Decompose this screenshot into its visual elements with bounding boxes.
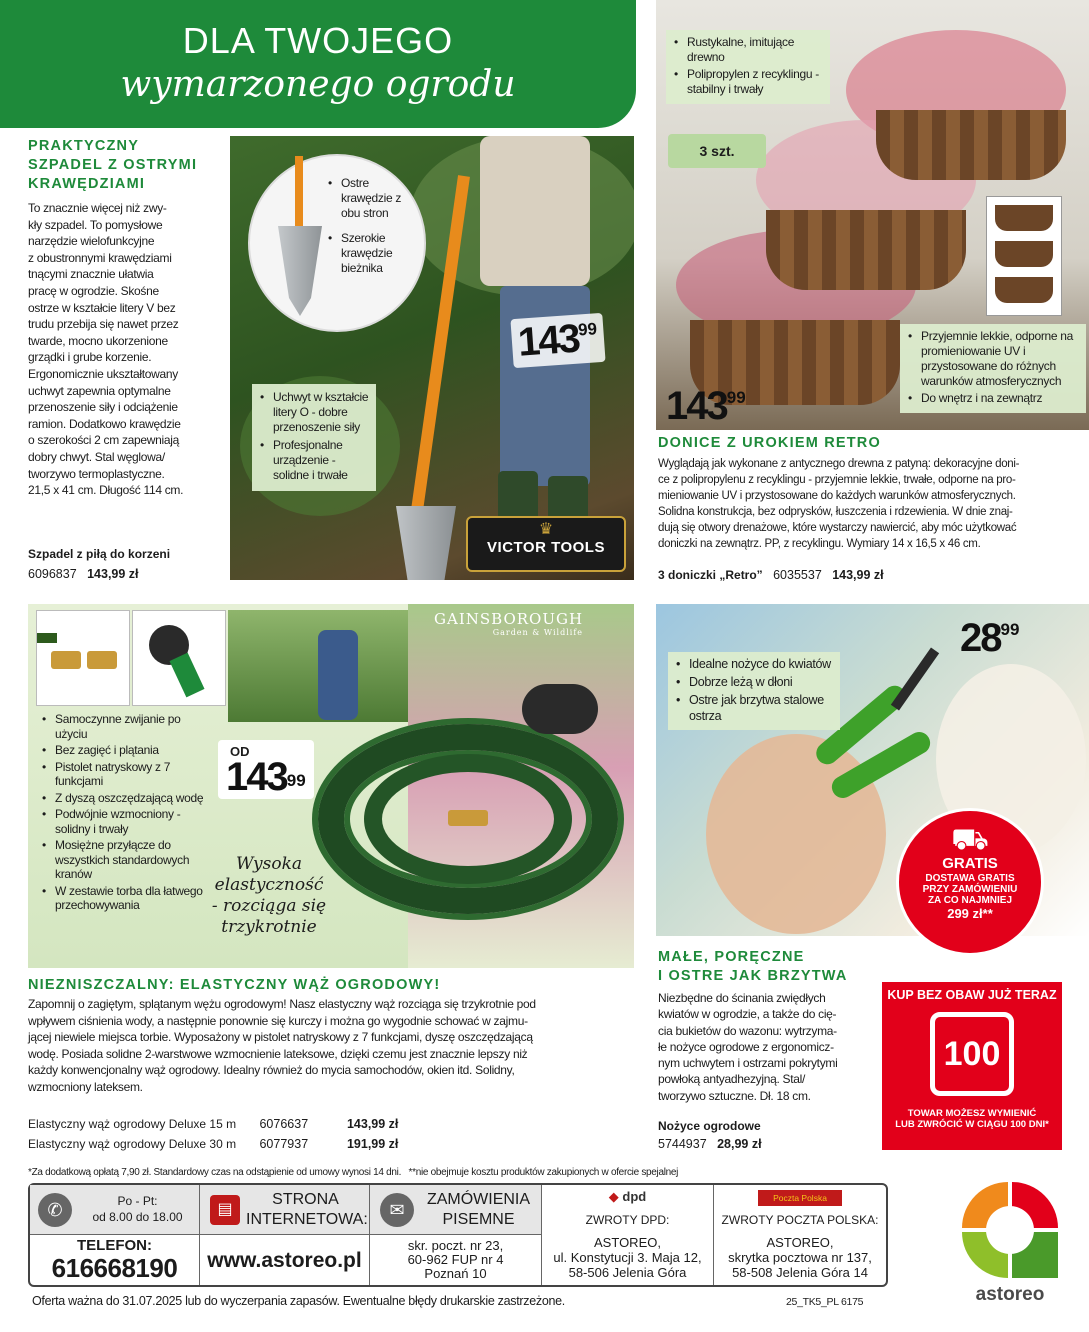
shears-blade: [891, 647, 939, 710]
bullet-item: • W zestawie torba dla łatwego przechowywania: [42, 884, 214, 913]
shears-price-text: 28,99 zł: [717, 1137, 762, 1151]
spade-description-line: To znacznie więcej niż zwy-: [28, 201, 167, 215]
shears-product-name: Nożyce ogrodowe: [658, 1119, 761, 1133]
spade-description-line: Ergonomicznie ukształtowany: [28, 366, 178, 381]
guarantee-line: LUB ZWRÓCIĆ W CIĄGU 100 DNI*: [895, 1119, 1049, 1130]
banner-subtitle: wymarzonego ogrodu: [120, 64, 516, 105]
connector-thumbnail: [36, 610, 130, 706]
dpd-logo: ◆ dpd: [608, 1189, 647, 1204]
footer-dpd: [542, 1185, 714, 1285]
post-address-line: skrytka pocztowa nr 137,: [728, 1250, 872, 1265]
price-main: 143: [666, 384, 727, 428]
bullet-item: • Do wnętrz i na zewnątrz: [908, 391, 1082, 406]
bullet-item: • Rustykalne, imitujące drewno: [674, 35, 824, 65]
spade-description-line: kły szpadel. To pomysłowe: [28, 217, 163, 232]
gratis-line: PRZY ZAMÓWIENIU: [922, 884, 1018, 895]
spade-bullets-top: [328, 176, 418, 278]
bullet-item: • Profesjonalne urządzenie - solidne i trwałe: [260, 438, 370, 483]
planters-price-tag: [666, 384, 746, 429]
shears-description-line: cia bukietów do wazonu: wytrzyma-: [658, 1023, 837, 1038]
spade-price-tag: [510, 313, 605, 368]
phone-number[interactable]: 616668190: [51, 1253, 178, 1283]
poczta-polska-logo: [758, 1190, 842, 1206]
slogan-line: - rozciąga się: [211, 896, 327, 916]
web-label: STRONA: [272, 1191, 339, 1208]
person-shirt: [480, 136, 590, 286]
shears-description-line: powłoką antyadhezyjną. Stal/: [658, 1072, 806, 1087]
dpd-address-line: 58-506 Jelenia Góra: [568, 1265, 687, 1280]
brand-subtitle: Garden & Wildlife: [492, 628, 584, 637]
hose-usage-photo: [228, 610, 408, 722]
shears-sku: 5744937: [658, 1137, 707, 1151]
price-prefix: OD: [230, 744, 250, 759]
phone-label: TELEFON:: [77, 1237, 152, 1254]
shears-heading-line: I OSTRE JAK BRZYTWA: [658, 968, 848, 984]
web-label: INTERNETOWA:: [246, 1211, 368, 1228]
dpd-address-line: ASTOREO,: [594, 1235, 661, 1250]
detail-handle: [295, 156, 303, 236]
shears-description-line: łe nożyce ogrodowe z ergonomicz-: [658, 1039, 834, 1054]
shears-description-line: tworzywo sztuczne. Dł. 18 cm.: [658, 1088, 811, 1103]
planters-thumbnail: [986, 196, 1062, 316]
gratis-title: GRATIS: [942, 855, 998, 872]
shears-heading: [658, 948, 848, 986]
bullet-item: • Mosiężne przyłącze do wszystkich standardowych kranów: [42, 838, 214, 882]
spade-heading: [28, 137, 228, 194]
spade-price-text: 143,99 zł: [87, 567, 139, 581]
hose-heading: NIEZNISZCZALNY: ELASTYCZNY WĄŻ OGRODOWY!: [28, 977, 441, 993]
planter-box: [876, 110, 1066, 180]
bullet-item: • Ostre jak brzytwa stalowe ostrza: [676, 692, 836, 724]
bullet-item: • Uchwyt w kształcie litery O - dobre przenoszenie siły: [260, 390, 370, 435]
planter-box: [766, 210, 966, 290]
bullet-item: • Pistolet natryskowy z 7 funkcjami: [42, 760, 214, 789]
post-label: ZWROTY POCZTA POLSKA:: [721, 1213, 879, 1227]
planters-product-name: 3 doniczki „Retro”: [658, 568, 763, 582]
brand-name: GAINSBOROUGH: [434, 610, 584, 628]
brand-name: VICTOR TOOLS: [487, 539, 605, 556]
hose-slogan: [204, 854, 334, 938]
return-arrows-icon: [930, 1012, 1014, 1096]
price-cents: 99: [577, 319, 598, 340]
crown-icon: ♛: [538, 521, 554, 538]
post-logo-text: Poczta Polska: [773, 1193, 827, 1203]
price-cents: 99: [726, 388, 746, 407]
slogan-line: Wysoka: [235, 854, 303, 874]
hose-photo: [28, 604, 634, 968]
bullet-item: • Ostre krawędzie z obu stron: [328, 176, 418, 221]
spade-blade: [396, 506, 456, 580]
hose-price-tag: [218, 740, 314, 799]
spade-sku: 6096837: [28, 567, 77, 581]
spade-product-name: Szpadel z piłą do korzeni: [28, 547, 171, 561]
spade-description-line: grządki i grube korzenie.: [28, 350, 152, 365]
contact-footer: [28, 1183, 888, 1287]
footer-web-top: [200, 1185, 369, 1235]
bullet-item: • Polipropylen z recyklingu - stabilny i trwały: [674, 67, 824, 97]
planters-sku-line: [658, 567, 884, 584]
mail-label: ZAMÓWIENIA: [426, 1191, 531, 1208]
planters-description-line: mieniowanie UV i przystosowane do każdych warunków atmosferycznych.: [658, 490, 1016, 502]
bullet-item: • Podwójnie wzmocniony - solidny i trwały: [42, 807, 214, 836]
astoreo-wordmark: astoreo: [975, 1284, 1045, 1305]
detail-blade: [278, 226, 322, 316]
slogan-line: elastyczność: [214, 875, 324, 895]
mail-address-line: 60-962 FUP nr 4: [407, 1252, 504, 1267]
hose-description-line: każdy konwencjonalny wąż ogrodowy. Idealny również do mycia samochodów, okien itd. Solidny,: [28, 1063, 515, 1078]
shears-description: [658, 990, 872, 1104]
variant-price: 143,99 zł: [346, 1117, 399, 1131]
spade-photo: [230, 136, 634, 580]
price-main: 143: [226, 755, 287, 799]
bullet-item: • Idealne nożyce do kwiatów: [676, 656, 836, 672]
astoreo-logo: [960, 1180, 1060, 1280]
page-code: 25_TK5_PL 6175: [786, 1296, 864, 1308]
spade-description-line: tworzywo termoplastyczne.: [28, 466, 165, 481]
spade-description-line: trudu przebija się nawet przez: [28, 317, 179, 332]
banner-title: DLA TWOJEGO: [182, 20, 454, 61]
planters-description: [658, 456, 1088, 552]
spade-description-line: tnącymi znacznie ułatwia: [28, 267, 154, 282]
shears-sku-line: [658, 1136, 762, 1153]
hose-connector: [448, 810, 488, 826]
planters-bullets-bottom: [900, 324, 1086, 413]
hose-description-line: Zapomnij o zagiętym, splątanym wężu ogrodowym! Nasz elastyczny wąż rozciąga się trzykrotnie pod: [28, 997, 536, 1011]
gratis-line: DOSTAWA GRATIS: [925, 873, 1015, 884]
spade-description-line: narzędzie wielofunkcyjne: [28, 234, 155, 249]
shears-heading-line: MAŁE, PORĘCZNE: [658, 949, 805, 965]
footer-phone-top: [30, 1185, 199, 1235]
spade-bullets-bottom: [252, 384, 376, 491]
spade-sku-line: [28, 566, 139, 583]
hose-bullets: [34, 708, 218, 919]
envelope-icon: ✉: [380, 1193, 414, 1227]
planters-sku: 6035537: [773, 568, 822, 582]
shears-price-tag: [960, 616, 1019, 661]
sprayer-thumbnail: [132, 610, 226, 706]
bullet-item: • Bez zagięć i plątania: [42, 743, 214, 758]
dpd-label: ZWROTY DPD:: [585, 1213, 670, 1227]
spade-heading-line: KRAWĘDZIAMI: [28, 176, 146, 192]
post-address-line: ASTOREO,: [766, 1235, 834, 1250]
planters-description-line: doniczki na zewnątrz. PP, z recyklingu. Wymiary 14 x 16,5 x 46 cm.: [658, 538, 981, 550]
guarantee-title: KUP BEZ OBAW JUŻ TERAZ: [887, 988, 1057, 1002]
bullet-item: • Szerokie krawędzie bieżnika: [328, 231, 418, 276]
hose-variant-row: [28, 1116, 428, 1133]
price-cents: 99: [1000, 620, 1020, 639]
planters-bullets-top: [666, 30, 830, 104]
shears-description-line: kwiatów w ogrodzie, a także do cię-: [658, 1007, 837, 1022]
footer-phone: [30, 1185, 200, 1285]
price-cents: 99: [286, 771, 306, 790]
truck-icon: ⛟: [951, 823, 989, 856]
planters-heading: DONICE Z UROKIEM RETRO: [658, 435, 881, 451]
hose-variant-row: [28, 1136, 428, 1153]
spade-description-line: z obustronnymi krawędziami: [28, 250, 172, 265]
bullet-item: • Z dyszą oszczędzającą wodę: [42, 791, 214, 806]
spade-description-line: uchwyt zapewnia optymalne: [28, 383, 171, 398]
spade-description-line: przenoszenie siły i odciążenie: [28, 400, 178, 415]
slogan-line: trzykrotnie: [221, 917, 317, 937]
validity-note: Oferta ważna do 31.07.2025 lub do wyczerpania zapasów. Ewentualne błędy drukarskie zastrzeżone.: [32, 1294, 565, 1308]
spade-description-line: pracę w ogrodzie. Skośne: [28, 283, 159, 298]
planters-description-line: Solidna konstrukcja, bez odprysków, łuszczenia i rdzewienia. W dnie znaj-: [658, 506, 1013, 518]
mail-address-line: Poznań 10: [424, 1266, 487, 1281]
hose-description: [28, 996, 638, 1096]
spade-description-line: o szerokości 2 cm zapewniają: [28, 433, 180, 448]
hose-description-line: jącej niewiele miejsca torbie. Wyposażony w pistolet natryskowy z 7 funkcjami, dyszę oszczędzającą: [28, 1030, 533, 1045]
planters-description-line: Wyglądają jak wykonane z antycznego drewna z patyną: dekoracyjne doni-: [658, 458, 1020, 470]
planters-description-line: dują się otwory drenażowe, które wystarczy nawiercić, aby móc użytkować: [658, 522, 1017, 534]
bullet-item: • Samoczynne zwijanie po użyciu: [42, 712, 214, 741]
free-delivery-badge: [896, 808, 1044, 956]
gratis-amount: 299 zł**: [947, 906, 993, 921]
post-address-line: 58-508 Jelenia Góra 14: [732, 1265, 868, 1280]
mail-label: PISEMNE: [442, 1211, 515, 1228]
disclaimer: *Za dodatkową opłatą 7,90 zł. Standardowy czas na odstąpienie od umowy wynosi 14 dni. **nie obejmuje kosztu produktów zakupionych w ofercie spejalnej: [28, 1167, 679, 1178]
victor-tools-logo: [466, 516, 626, 572]
price-main: 143: [516, 316, 581, 365]
guarantee-badge: [882, 982, 1062, 1150]
header-banner: [0, 0, 636, 128]
variant-name: Elastyczny wąż ogrodowy Deluxe 30 m: [28, 1137, 237, 1151]
variant-price: 191,99 zł: [346, 1137, 399, 1151]
footer-mail: [370, 1185, 542, 1285]
planters-price-text: 143,99 zł: [832, 568, 884, 582]
shop-icon: ▤: [210, 1195, 240, 1225]
shears-bullets: [668, 652, 840, 730]
price-main: 28: [960, 616, 1001, 660]
variant-name: Elastyczny wąż ogrodowy Deluxe 15 m: [28, 1117, 237, 1131]
hose-description-line: wodę. Posiada solidne 2-warstwowe wzmocnienie lateksowe, dzięki czemu jest znacznie lepszy niż: [28, 1046, 528, 1061]
phone-hours: Po - Pt:: [117, 1194, 158, 1208]
footer-mail-top: [370, 1185, 541, 1235]
variant-sku: 6077937: [259, 1137, 309, 1151]
phone-hours: od 8.00 do 18.00: [92, 1210, 183, 1224]
spade-description-line: twarde, mocno ukorzenione: [28, 333, 168, 348]
shears-description-line: Niezbędne do ścinania zwiędłych: [658, 991, 826, 1005]
bullet-item: • Przyjemnie lekkie, odporne na promieniowanie UV i przystosowane do różnych warunków atmosferycznych: [908, 329, 1082, 389]
dpd-address-line: ul. Konstytucji 3. Maja 12,: [553, 1250, 702, 1265]
footer-post: [714, 1185, 886, 1285]
phone-icon: ✆: [38, 1193, 72, 1227]
spade-heading-line: SZPADEL Z OSTRYMI: [28, 157, 198, 173]
spade-heading-line: PRAKTYCZNY: [28, 138, 140, 154]
planters-photo: [656, 0, 1089, 430]
planters-count-badge: 3 szt.: [668, 134, 766, 168]
spade-description-line: ramion. Dodatkowo krawędzie: [28, 416, 181, 431]
variant-sku: 6076637: [259, 1117, 309, 1131]
shears-description-line: nym uchwytem i ostrzami pokrytymi: [658, 1056, 838, 1071]
spade-description-line: dobry chwyt. Stal węglowa/: [28, 449, 165, 464]
gratis-line: ZA CO NAJMNIEJ: [927, 895, 1013, 906]
website-link[interactable]: www.astoreo.pl: [207, 1249, 362, 1272]
mail-address-line: skr. poczt. nr 23,: [407, 1238, 504, 1253]
footer-web: [200, 1185, 370, 1285]
planters-description-line: ce z polipropylenu z recyklingu - przyjemnie lekkie, trwałe, odporne na pro-: [658, 474, 1016, 486]
dpd-logo-text: dpd: [622, 1189, 647, 1204]
gainsborough-logo: [434, 610, 583, 637]
spade-description: [28, 200, 228, 499]
spade-description-line: 21,5 x 41 cm. Długość 114 cm.: [28, 483, 184, 498]
guarantee-line: TOWAR MOŻESZ WYMIENIĆ: [907, 1108, 1037, 1119]
bullet-item: • Dobrze leżą w dłoni: [676, 674, 836, 690]
hose-description-line: wpływem ciśnienia wody, a następnie ponownie się kurczy i można go wygodnie schować w zajmu-: [28, 1013, 528, 1028]
guarantee-number: 100: [943, 1035, 1001, 1073]
spade-description-line: ostrze w kształcie litery V bez: [28, 300, 176, 315]
hose-description-line: wzmocniony lateksem.: [28, 1079, 143, 1094]
hose-sprayer: [522, 684, 598, 734]
